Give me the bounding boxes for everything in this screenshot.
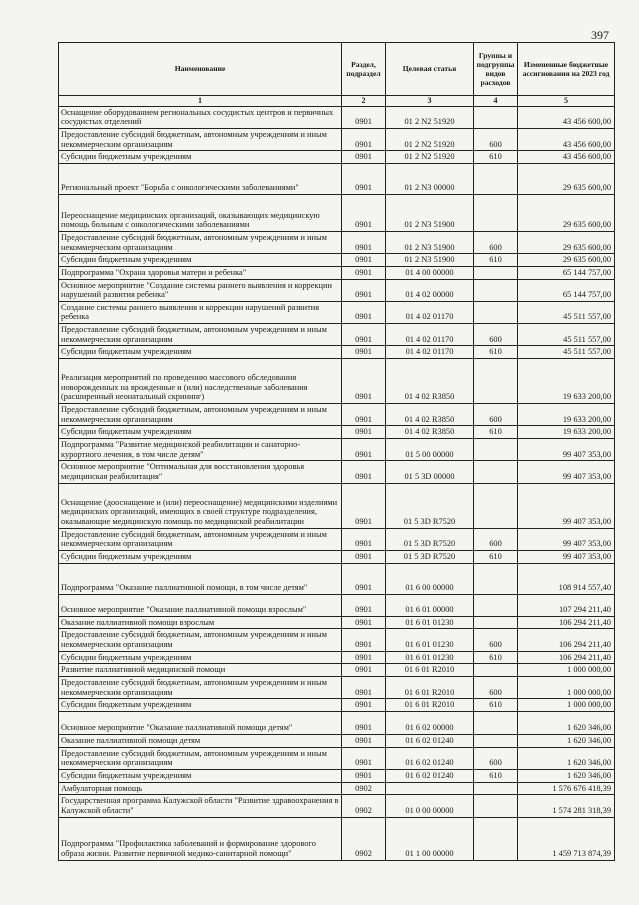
table-row	[59, 817, 615, 860]
row-target-article: 01 6 02 01240	[386, 769, 474, 782]
row-expense-group: 610	[474, 551, 518, 564]
table-row	[59, 616, 615, 629]
table-row	[59, 266, 615, 279]
row-target-article: 01 6 01 01230	[386, 629, 474, 651]
row-target-article: 01 6 02 01240	[386, 747, 474, 769]
row-expense-group	[474, 279, 518, 301]
row-target-article: 01 6 01 R2010	[386, 699, 474, 712]
row-name: Государственная программа Калужской области "Развитие здравоохранения в Калужской области"	[59, 795, 342, 817]
table-row	[59, 651, 615, 664]
row-amount: 19 633 200,00	[518, 426, 615, 439]
row-name: Субсидии бюджетным учреждениям	[59, 151, 342, 164]
row-section: 0901	[342, 128, 386, 150]
row-section: 0901	[342, 324, 386, 346]
row-amount: 107 294 211,40	[518, 594, 615, 616]
row-target-article: 01 4 02 R3850	[386, 359, 474, 404]
row-section: 0901	[342, 426, 386, 439]
table-row	[59, 301, 615, 323]
row-amount: 1 576 676 418,39	[518, 782, 615, 795]
table-row	[59, 629, 615, 651]
column-number: 5	[518, 96, 615, 107]
row-expense-group	[474, 664, 518, 677]
table-row	[59, 563, 615, 594]
row-target-article	[386, 782, 474, 795]
row-target-article: 01 4 02 R3850	[386, 404, 474, 426]
row-section: 0901	[342, 616, 386, 629]
row-section: 0901	[342, 254, 386, 267]
row-target-article: 01 2 N3 51900	[386, 231, 474, 253]
row-amount: 29 635 600,00	[518, 231, 615, 253]
row-expense-group: 600	[474, 629, 518, 651]
row-expense-group	[474, 563, 518, 594]
table-row	[59, 279, 615, 301]
row-expense-group: 610	[474, 426, 518, 439]
row-section: 0902	[342, 795, 386, 817]
table-row	[59, 128, 615, 150]
row-name: Развитие паллиативной медицинской помощи	[59, 664, 342, 677]
row-expense-group	[474, 301, 518, 323]
row-name: Предоставление субсидий бюджетным, автономным учреждениям и иным некоммерческим организациям	[59, 629, 342, 651]
row-expense-group	[474, 461, 518, 483]
row-target-article: 01 6 01 R2010	[386, 676, 474, 698]
row-name: Предоставление субсидий бюджетным, автономным учреждениям и иным некоммерческим организациям	[59, 676, 342, 698]
row-target-article: 01 6 01 01230	[386, 651, 474, 664]
row-amount: 1 574 281 318,39	[518, 795, 615, 817]
row-expense-group: 600	[474, 128, 518, 150]
row-amount: 99 407 353,00	[518, 439, 615, 461]
row-target-article: 01 6 01 R2010	[386, 664, 474, 677]
row-section: 0901	[342, 346, 386, 359]
row-target-article: 01 4 02 00000	[386, 279, 474, 301]
row-section: 0901	[342, 404, 386, 426]
row-name: Субсидии бюджетным учреждениям	[59, 699, 342, 712]
row-target-article: 01 6 01 01230	[386, 616, 474, 629]
row-section: 0902	[342, 817, 386, 860]
row-name: Оказание паллиативной помощи взрослым	[59, 616, 342, 629]
row-amount: 99 407 353,00	[518, 483, 615, 528]
row-amount: 99 407 353,00	[518, 461, 615, 483]
header-amount: Измененные бюджетные ассигнования на 2023 год	[518, 43, 615, 96]
row-amount: 19 633 200,00	[518, 404, 615, 426]
row-target-article: 01 2 N3 51900	[386, 194, 474, 231]
row-name: Подпрограмма "Охрана здоровья матери и ребенка"	[59, 266, 342, 279]
row-amount: 106 294 211,40	[518, 616, 615, 629]
row-expense-group	[474, 711, 518, 734]
row-target-article: 01 2 N2 51920	[386, 106, 474, 128]
row-amount: 65 144 757,00	[518, 279, 615, 301]
row-expense-group: 610	[474, 651, 518, 664]
row-name: Амбулаторная помощь	[59, 782, 342, 795]
row-name: Оснащение (дооснащение и (или) переоснащение) медицинскими изделиями медицинских организаций, имеющих в своей структуре подразделения, оказывающие медицинскую помощь по медицинской реабилитации	[59, 483, 342, 528]
row-expense-group: 600	[474, 404, 518, 426]
row-amount: 1 620 346,00	[518, 711, 615, 734]
row-expense-group	[474, 795, 518, 817]
row-section: 0901	[342, 563, 386, 594]
row-expense-group	[474, 266, 518, 279]
row-section: 0901	[342, 279, 386, 301]
header-groups: Группы и подгруппы видов расходов	[474, 43, 518, 96]
row-amount: 65 144 757,00	[518, 266, 615, 279]
row-amount: 108 914 557,40	[518, 563, 615, 594]
row-name: Реализация мероприятий по проведению массового обследования новорожденных на врожденные и (или) наследственные заболевания (расширенный неонатальный скрининг)	[59, 359, 342, 404]
row-name: Субсидии бюджетным учреждениям	[59, 346, 342, 359]
table-row	[59, 106, 615, 128]
row-section: 0901	[342, 651, 386, 664]
table-row	[59, 404, 615, 426]
row-target-article: 01 0 00 00000	[386, 795, 474, 817]
header-name: Наименование	[59, 43, 342, 96]
row-section: 0901	[342, 747, 386, 769]
row-target-article: 01 2 N2 51920	[386, 151, 474, 164]
row-section: 0901	[342, 594, 386, 616]
row-amount: 43 456 600,00	[518, 151, 615, 164]
row-target-article: 01 4 00 00000	[386, 266, 474, 279]
table-row	[59, 483, 615, 528]
row-expense-group	[474, 483, 518, 528]
row-target-article: 01 4 02 01170	[386, 346, 474, 359]
row-section: 0901	[342, 711, 386, 734]
row-amount: 29 635 600,00	[518, 194, 615, 231]
table-row	[59, 747, 615, 769]
table-row	[59, 528, 615, 550]
row-section: 0901	[342, 676, 386, 698]
row-expense-group: 600	[474, 676, 518, 698]
row-name: Основное мероприятие "Оказание паллиативной помощи детям"	[59, 711, 342, 734]
row-expense-group	[474, 734, 518, 747]
table-row	[59, 782, 615, 795]
row-amount: 1 620 346,00	[518, 734, 615, 747]
row-section: 0901	[342, 629, 386, 651]
row-expense-group: 600	[474, 231, 518, 253]
table-row	[59, 346, 615, 359]
row-name: Предоставление субсидий бюджетным, автономным учреждениям и иным некоммерческим организациям	[59, 404, 342, 426]
row-target-article: 01 5 3D R7520	[386, 551, 474, 564]
table-row	[59, 676, 615, 698]
row-amount: 19 633 200,00	[518, 359, 615, 404]
row-amount: 99 407 353,00	[518, 528, 615, 550]
row-target-article: 01 4 02 01170	[386, 301, 474, 323]
table-row	[59, 769, 615, 782]
row-section: 0901	[342, 359, 386, 404]
column-number: 1	[59, 96, 342, 107]
row-amount: 45 511 557,00	[518, 324, 615, 346]
row-amount: 1 000 000,00	[518, 664, 615, 677]
table-row	[59, 699, 615, 712]
row-expense-group	[474, 594, 518, 616]
table-row	[59, 711, 615, 734]
column-number: 2	[342, 96, 386, 107]
row-section: 0901	[342, 769, 386, 782]
row-expense-group: 600	[474, 528, 518, 550]
row-expense-group: 610	[474, 254, 518, 267]
table-row	[59, 664, 615, 677]
row-target-article: 01 2 N3 51900	[386, 254, 474, 267]
row-section: 0901	[342, 483, 386, 528]
row-expense-group	[474, 194, 518, 231]
table-row	[59, 734, 615, 747]
row-name: Оказание паллиативной помощи детям	[59, 734, 342, 747]
row-name: Основное мероприятие "Оптимальная для восстановления здоровья медицинская реабилитация"	[59, 461, 342, 483]
row-name: Субсидии бюджетным учреждениям	[59, 651, 342, 664]
row-name: Подпрограмма "Развитие медицинской реабилитации и санаторно-курортного лечения, в том числе детям"	[59, 439, 342, 461]
row-target-article: 01 6 02 00000	[386, 711, 474, 734]
row-amount: 45 511 557,00	[518, 301, 615, 323]
row-amount: 29 635 600,00	[518, 163, 615, 194]
table-row	[59, 324, 615, 346]
row-expense-group	[474, 439, 518, 461]
table-row	[59, 163, 615, 194]
row-section: 0901	[342, 231, 386, 253]
table-row	[59, 594, 615, 616]
table-row	[59, 254, 615, 267]
table-row	[59, 194, 615, 231]
row-amount: 45 511 557,00	[518, 346, 615, 359]
row-amount: 106 294 211,40	[518, 629, 615, 651]
row-expense-group: 600	[474, 324, 518, 346]
row-amount: 106 294 211,40	[518, 651, 615, 664]
row-section: 0901	[342, 551, 386, 564]
row-target-article: 01 6 02 01240	[386, 734, 474, 747]
table-row	[59, 551, 615, 564]
row-expense-group: 610	[474, 699, 518, 712]
column-number: 4	[474, 96, 518, 107]
row-target-article: 01 6 01 00000	[386, 594, 474, 616]
row-section: 0901	[342, 163, 386, 194]
header-section: Раздел, подраздел	[342, 43, 386, 96]
row-expense-group	[474, 359, 518, 404]
row-amount: 1 000 000,00	[518, 699, 615, 712]
row-amount: 1 459 713 874,39	[518, 817, 615, 860]
row-expense-group	[474, 616, 518, 629]
table-row	[59, 151, 615, 164]
row-name: Основное мероприятие "Оказание паллиативной помощи взрослым"	[59, 594, 342, 616]
row-expense-group	[474, 106, 518, 128]
row-name: Основное мероприятие "Создание системы раннего выявления и коррекции нарушений развития ребенка"	[59, 279, 342, 301]
row-name: Подпрограмма "Оказание паллиативной помощи, в том числе детям"	[59, 563, 342, 594]
table-row	[59, 359, 615, 404]
row-section: 0901	[342, 664, 386, 677]
table-row	[59, 426, 615, 439]
row-amount: 1 620 346,00	[518, 769, 615, 782]
row-section: 0901	[342, 194, 386, 231]
row-name: Субсидии бюджетным учреждениям	[59, 551, 342, 564]
row-section: 0901	[342, 301, 386, 323]
header-target: Целевая статья	[386, 43, 474, 96]
row-section: 0901	[342, 151, 386, 164]
column-number: 3	[386, 96, 474, 107]
row-target-article: 01 5 3D R7520	[386, 528, 474, 550]
row-expense-group: 610	[474, 346, 518, 359]
row-section: 0901	[342, 528, 386, 550]
row-name: Субсидии бюджетным учреждениям	[59, 769, 342, 782]
row-target-article: 01 5 3D R7520	[386, 483, 474, 528]
row-name: Предоставление субсидий бюджетным, автономным учреждениям и иным некоммерческим организациям	[59, 528, 342, 550]
row-target-article: 01 5 00 00000	[386, 439, 474, 461]
row-section: 0901	[342, 106, 386, 128]
row-target-article: 01 2 N3 00000	[386, 163, 474, 194]
row-amount: 43 456 600,00	[518, 128, 615, 150]
row-amount: 99 407 353,00	[518, 551, 615, 564]
row-expense-group: 610	[474, 769, 518, 782]
row-section: 0901	[342, 699, 386, 712]
row-name: Предоставление субсидий бюджетным, автономным учреждениям и иным некоммерческим организациям	[59, 231, 342, 253]
table-row	[59, 795, 615, 817]
row-name: Субсидии бюджетным учреждениям	[59, 426, 342, 439]
row-expense-group: 600	[474, 747, 518, 769]
row-expense-group	[474, 782, 518, 795]
row-amount: 1 620 346,00	[518, 747, 615, 769]
row-target-article: 01 5 3D 00000	[386, 461, 474, 483]
row-name: Подпрограмма "Профилактика заболеваний и формирование здорового образа жизни. Развитие первичной медико-санитарной помощи"	[59, 817, 342, 860]
row-target-article: 01 2 N2 51920	[386, 128, 474, 150]
row-section: 0901	[342, 461, 386, 483]
row-section: 0901	[342, 734, 386, 747]
row-name: Создание системы раннего выявления и коррекции нарушений развития ребенка	[59, 301, 342, 323]
row-section: 0902	[342, 782, 386, 795]
row-section: 0901	[342, 266, 386, 279]
row-name: Региональный проект "Борьба с онкологическими заболеваниями"	[59, 163, 342, 194]
table-row	[59, 439, 615, 461]
row-amount: 1 000 000,00	[518, 676, 615, 698]
row-target-article: 01 4 02 R3850	[386, 426, 474, 439]
row-name: Оснащение оборудованием региональных сосудистых центров и первичных сосудистых отделений	[59, 106, 342, 128]
row-target-article: 01 1 00 00000	[386, 817, 474, 860]
table-body	[59, 106, 615, 860]
row-amount: 29 635 600,00	[518, 254, 615, 267]
table-row	[59, 231, 615, 253]
row-name: Предоставление субсидий бюджетным, автономным учреждениям и иным некоммерческим организациям	[59, 128, 342, 150]
row-expense-group	[474, 163, 518, 194]
row-name: Предоставление субсидий бюджетным, автономным учреждениям и иным некоммерческим организациям	[59, 324, 342, 346]
row-name: Предоставление субсидий бюджетным, автономным учреждениям и иным некоммерческим организациям	[59, 747, 342, 769]
row-name: Субсидии бюджетным учреждениям	[59, 254, 342, 267]
row-name: Переоснащение медицинских организаций, оказывающих медицинскую помощь больным с онкологическими заболеваниями	[59, 194, 342, 231]
budget-table	[58, 42, 615, 861]
row-target-article: 01 4 02 01170	[386, 324, 474, 346]
row-section: 0901	[342, 439, 386, 461]
page-number: 397	[591, 28, 609, 42]
row-expense-group	[474, 817, 518, 860]
row-expense-group: 610	[474, 151, 518, 164]
row-target-article: 01 6 00 00000	[386, 563, 474, 594]
table-row	[59, 461, 615, 483]
row-amount: 43 456 600,00	[518, 106, 615, 128]
